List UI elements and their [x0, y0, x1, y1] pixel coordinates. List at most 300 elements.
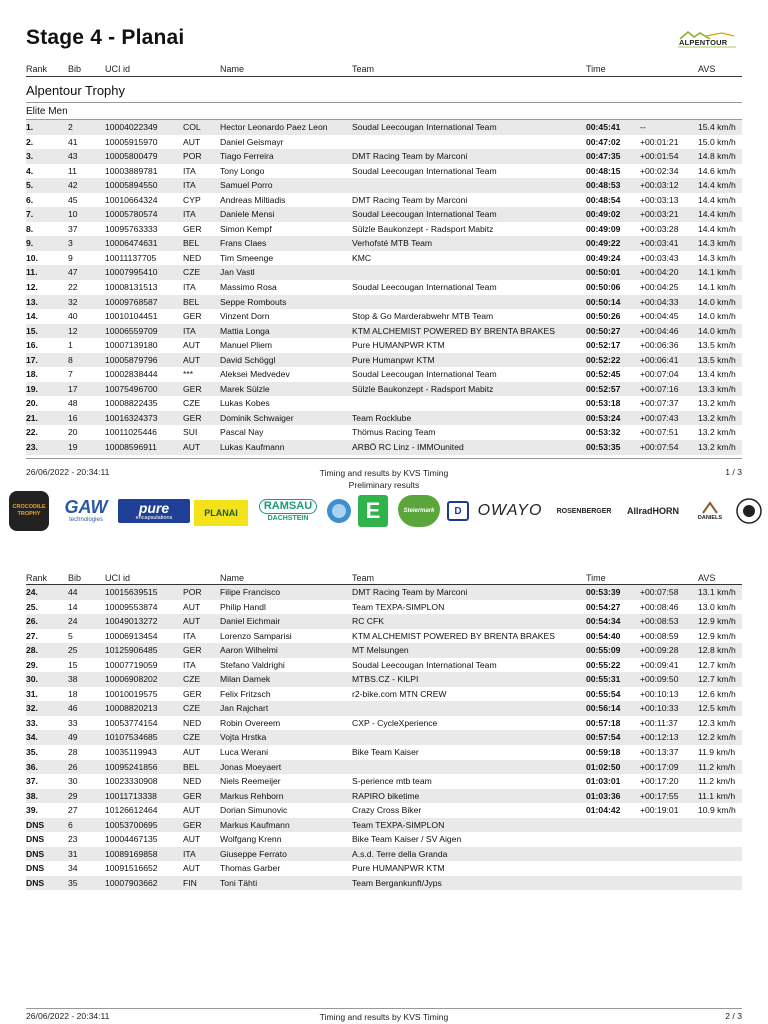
ramsau-sub: DACHSTEIN — [267, 515, 309, 522]
column-header — [26, 62, 742, 76]
cell-bib: 6 — [68, 819, 73, 830]
cell-team: Pure HUMANPWR KTM — [352, 340, 445, 351]
cell-time: 01:04:42 — [586, 805, 621, 816]
cell-nat: ITA — [183, 165, 196, 176]
cell-bib: 7 — [68, 369, 73, 380]
cell-uci: 10002838444 — [105, 369, 158, 380]
cell-name: Felix Fritzsch — [220, 688, 271, 699]
d-icon: D — [447, 501, 469, 521]
cell-avs: 13.2 km/h — [698, 442, 736, 453]
cell-name: Philip Handl — [220, 601, 266, 612]
cell-nat: CYP — [183, 194, 201, 205]
cell-uci: 10008596911 — [105, 442, 157, 453]
footer-rule-page2 — [26, 1008, 742, 1009]
cell-time: 00:55:54 — [586, 688, 621, 699]
cell-time: 00:53:24 — [586, 412, 621, 423]
emblem-logo — [324, 490, 354, 532]
cell-rank: 19. — [26, 383, 38, 394]
cell-bib: 33 — [68, 717, 78, 728]
cell-avs: 15.0 km/h — [698, 136, 736, 147]
header-rule — [26, 76, 742, 77]
cell-uci: 10007903662 — [105, 877, 158, 888]
cell-name: Thomas Garber — [220, 863, 281, 874]
table-row — [26, 760, 742, 775]
section-title: Alpentour Trophy — [26, 83, 126, 98]
cell-team: Soudal Leecougan International Team — [352, 282, 497, 293]
table-row — [26, 367, 742, 382]
cell-bib: 31 — [68, 848, 78, 859]
cell-gap: +00:03:43 — [640, 252, 679, 263]
cell-bib: 18 — [68, 688, 78, 699]
cell-name: Toni Tähti — [220, 877, 258, 888]
cell-name: Luca Werani — [220, 747, 269, 758]
cell-uci: 10003889781 — [105, 165, 158, 176]
table-row — [26, 730, 742, 745]
alpentour-logo — [676, 30, 738, 50]
table-row — [26, 265, 742, 280]
cell-bib: 26 — [68, 761, 78, 772]
cell-uci: 10005780574 — [105, 209, 158, 220]
cell-rank: 15. — [26, 325, 38, 336]
cell-rank: 35. — [26, 747, 38, 758]
cell-name: Manuel Pliem — [220, 340, 273, 351]
cell-name: Jan Vastl — [220, 267, 255, 278]
cell-avs: 12.7 km/h — [698, 659, 736, 670]
cell-time: 00:53:18 — [586, 398, 621, 409]
cell-avs: 14.3 km/h — [698, 238, 736, 249]
cell-uci: 10004467135 — [105, 834, 158, 845]
table-row — [26, 861, 742, 876]
cell-team: Soudal Leecougan International Team — [352, 659, 497, 670]
owayo-text: OWAYO — [477, 502, 543, 519]
cell-uci: 10011025446 — [105, 427, 157, 438]
allradhorn-text: AllradHORN — [626, 506, 679, 516]
cell-rank: 31. — [26, 688, 38, 699]
cell-time: 00:59:18 — [586, 747, 621, 758]
col-bib: Bib — [68, 573, 82, 583]
cell-name: Seppe Rombouts — [220, 296, 287, 307]
table-row — [26, 164, 742, 179]
cell-nat: NED — [183, 717, 202, 728]
cell-avs: 13.2 km/h — [698, 412, 736, 423]
cell-nat: FIN — [183, 877, 197, 888]
cell-time: 00:52:57 — [586, 383, 621, 394]
cell-name: Jan Rajchart — [220, 703, 269, 714]
cell-time: 00:47:35 — [586, 151, 621, 162]
cell-team: Team Bergankunft/Jyps — [352, 877, 442, 888]
cell-gap: +00:17:55 — [640, 790, 679, 801]
cell-avs: 12.3 km/h — [698, 717, 736, 728]
cell-avs: 11.2 km/h — [698, 761, 736, 772]
cell-time: 00:52:22 — [586, 354, 621, 365]
table-row — [26, 876, 742, 891]
col-name: Name — [220, 64, 245, 74]
cell-time: 00:53:35 — [586, 442, 621, 453]
cell-team: Stop & Go Marderabwehr MTB Team — [352, 311, 494, 322]
cell-avs: 14.0 km/h — [698, 325, 736, 336]
cell-bib: 42 — [68, 180, 78, 191]
cell-gap: +00:04:45 — [640, 311, 679, 322]
cell-time: 01:02:50 — [586, 761, 621, 772]
cell-time: 00:48:54 — [586, 194, 621, 205]
cell-bib: 16 — [68, 412, 78, 423]
cell-gap: +00:10:13 — [640, 688, 679, 699]
cell-team: Soudal Leecougan International Team — [352, 165, 497, 176]
cell-bib: 30 — [68, 776, 78, 787]
daniels-logo — [688, 490, 732, 532]
cell-time: 00:54:40 — [586, 630, 621, 641]
cell-rank: 37. — [26, 776, 38, 787]
cell-gap: +00:09:50 — [640, 674, 679, 685]
results-table-page2 — [26, 585, 742, 890]
cell-avs: 14.1 km/h — [698, 282, 736, 293]
cell-uci: 10035119943 — [105, 747, 157, 758]
print-date: 26/06/2022 - 20:34:11 — [26, 1011, 110, 1021]
cell-gap: +00:07:37 — [640, 398, 679, 409]
rosenberger-logo — [548, 490, 620, 532]
cell-nat: GER — [183, 790, 202, 801]
cell-nat: CZE — [183, 732, 201, 743]
cell-rank: 21. — [26, 412, 38, 423]
preliminary-note: Preliminary results — [348, 480, 420, 490]
gaw-text: GAW — [64, 497, 108, 517]
cell-uci: 10009553874 — [105, 601, 158, 612]
cell-avs: 12.8 km/h — [698, 645, 736, 656]
cell-team: Soudal Leecougan International Team — [352, 209, 497, 220]
cell-time: 00:57:54 — [586, 732, 621, 743]
cell-avs: 13.4 km/h — [698, 369, 736, 380]
col-uci: UCI id — [105, 573, 131, 583]
cell-name: Tim Smeenge — [220, 252, 274, 263]
table-row — [26, 236, 742, 251]
cell-avs: 12.5 km/h — [698, 703, 736, 714]
cell-rank: 4. — [26, 165, 34, 176]
table-row — [26, 832, 742, 847]
cell-uci: 10006474631 — [105, 238, 158, 249]
cell-uci: 10016324373 — [105, 412, 158, 423]
cell-avs: 13.1 km/h — [698, 587, 736, 597]
cell-rank: 34. — [26, 732, 38, 743]
cell-time: 00:49:02 — [586, 209, 621, 220]
table-row — [26, 178, 742, 193]
cell-avs: 14.4 km/h — [698, 194, 736, 205]
cell-bib: 12 — [68, 325, 78, 336]
cell-team: DMT Racing Team by Marconi — [352, 587, 468, 597]
table-row — [26, 774, 742, 789]
cell-uci: 10089169858 — [105, 848, 158, 859]
cell-gap: +00:19:01 — [640, 805, 679, 816]
cell-gap: +00:06:41 — [640, 354, 679, 365]
cell-uci: 10107534685 — [105, 732, 158, 743]
section-rule — [26, 102, 742, 103]
cell-nat: CZE — [183, 267, 201, 278]
cell-bib: 25 — [68, 645, 78, 656]
cell-rank: 18. — [26, 369, 38, 380]
cell-avs: 11.1 km/h — [698, 790, 736, 801]
cell-uci: 10011137705 — [105, 252, 157, 263]
cell-time: 00:50:26 — [586, 311, 621, 322]
cell-rank: 5. — [26, 180, 34, 191]
cell-nat: ITA — [183, 630, 196, 641]
results-table-page1 — [26, 120, 742, 455]
cell-nat: ITA — [183, 325, 196, 336]
col-rank: Rank — [26, 573, 48, 583]
cell-bib: 38 — [68, 674, 78, 685]
cell-nat: GER — [183, 688, 202, 699]
cell-uci: 10075496700 — [105, 383, 158, 394]
cell-bib: 28 — [68, 747, 78, 758]
cell-uci: 10091516652 — [105, 863, 158, 874]
cell-bib: 3 — [68, 238, 73, 249]
cell-gap: +00:03:13 — [640, 194, 679, 205]
cell-avs: 12.9 km/h — [698, 616, 736, 627]
cell-gap: +00:09:28 — [640, 645, 679, 656]
cell-nat: GER — [183, 383, 202, 394]
print-date: 26/06/2022 - 20:34:11 — [26, 467, 110, 477]
col-rank: Rank — [26, 64, 48, 74]
table-row — [26, 382, 742, 397]
table-row — [26, 803, 742, 818]
cell-team: DMT Racing Team by Marconi — [352, 151, 468, 162]
cell-time: 00:50:06 — [586, 282, 621, 293]
cell-gap: +00:07:58 — [640, 587, 679, 597]
cell-team: Team TEXPA-SIMPLON — [352, 819, 445, 830]
col-uci: UCI id — [105, 64, 131, 74]
cell-nat: SUI — [183, 427, 198, 438]
cell-team: Crazy Cross Biker — [352, 805, 422, 816]
cell-gap: +00:04:20 — [640, 267, 679, 278]
cell-uci: 10049013272 — [105, 616, 158, 627]
cell-bib: 44 — [68, 587, 78, 597]
cell-gap: +00:03:12 — [640, 180, 679, 191]
energie-text: E — [365, 498, 381, 523]
cell-team: Team Rocklube — [352, 412, 412, 423]
table-row — [26, 643, 742, 658]
cell-gap: +00:01:54 — [640, 151, 679, 162]
cell-uci: 10126612464 — [105, 805, 158, 816]
cell-uci: 10125906485 — [105, 645, 158, 656]
cell-name: Aaron Wilhelmi — [220, 645, 278, 656]
cell-rank: DNS — [26, 863, 45, 874]
crocodile-text: CROCODILE TROPHY — [9, 491, 49, 531]
cell-team: Sülzle Baukonzept - Radsport Mabitz — [352, 223, 494, 234]
cell-uci: 10023330908 — [105, 776, 158, 787]
table-row — [26, 789, 742, 804]
cell-rank: 27. — [26, 630, 38, 641]
page-footer-2 — [26, 1011, 742, 1023]
cell-team: Thömus Racing Team — [352, 427, 436, 438]
cell-nat: GER — [183, 819, 202, 830]
cell-rank: 7. — [26, 209, 34, 220]
cell-nat: ITA — [183, 282, 196, 293]
col-team: Team — [352, 573, 375, 583]
table-row — [26, 338, 742, 353]
cell-uci: 10010664324 — [105, 194, 158, 205]
cell-uci: 10010104451 — [105, 311, 158, 322]
cell-rank: 29. — [26, 659, 38, 670]
cell-rank: DNS — [26, 819, 45, 830]
cell-name: Lukas Kobes — [220, 398, 270, 409]
cell-bib: 9 — [68, 252, 73, 263]
cell-nat: ITA — [183, 209, 196, 220]
cell-gap: +00:08:46 — [640, 601, 679, 612]
logo-text: ALPENTOUR — [679, 38, 728, 47]
cell-rank: 25. — [26, 601, 38, 612]
cell-rank: 11. — [26, 267, 38, 278]
cell-rank: 39. — [26, 805, 38, 816]
cell-name: Hector Leonardo Paez Leon — [220, 122, 328, 132]
cell-uci: 10006913454 — [105, 630, 158, 641]
cell-name: Niels Reemeijer — [220, 776, 281, 787]
cell-uci: 10053700695 — [105, 819, 158, 830]
col-bib: Bib — [68, 64, 82, 74]
table-row — [26, 193, 742, 208]
page-number: 2 / 3 — [725, 1011, 742, 1021]
cell-team: ARBÖ RC Linz - IMMOunited — [352, 442, 464, 453]
cell-rank: 22. — [26, 427, 38, 438]
cell-uci: 10008131513 — [105, 282, 158, 293]
cell-time: 00:49:24 — [586, 252, 621, 263]
col-team: Team — [352, 64, 375, 74]
table-row — [26, 425, 742, 440]
table-row — [26, 135, 742, 150]
cell-time: 00:48:53 — [586, 180, 621, 191]
cell-name: Vojta Hrstka — [220, 732, 267, 743]
cell-avs: 14.1 km/h — [698, 267, 736, 278]
cell-rank: DNS — [26, 834, 45, 845]
daniels-mark-icon — [700, 501, 720, 515]
cell-name: Markus Kaufmann — [220, 819, 290, 830]
table-row — [26, 687, 742, 702]
rosenberger-text: ROSENBERGER — [556, 507, 612, 515]
cell-time: 00:50:14 — [586, 296, 621, 307]
table-row — [26, 324, 742, 339]
cell-avs: 15.4 km/h — [698, 122, 736, 132]
cell-uci: 10007139180 — [105, 340, 158, 351]
cell-avs: 12.9 km/h — [698, 630, 736, 641]
cell-bib: 20 — [68, 427, 78, 438]
cell-rank: 26. — [26, 616, 38, 627]
daniels-text: DANIELS — [697, 515, 723, 521]
cell-bib: 17 — [68, 383, 78, 394]
cell-bib: 1 — [68, 340, 73, 351]
cell-nat: AUT — [183, 834, 201, 845]
cell-team: KMC — [352, 252, 372, 263]
table-row — [26, 818, 742, 833]
cell-team: Pure HUMANPWR KTM — [352, 863, 445, 874]
cell-team: r2-bike.com MTN CREW — [352, 688, 447, 699]
cell-uci: 10005915970 — [105, 136, 158, 147]
cell-gap: +00:02:34 — [640, 165, 679, 176]
cell-gap: +00:07:04 — [640, 369, 679, 380]
cell-avs: 12.7 km/h — [698, 674, 736, 685]
cell-time: 00:52:45 — [586, 369, 621, 380]
cell-bib: 14 — [68, 601, 78, 612]
cell-name: Marek Sülzle — [220, 383, 270, 394]
cell-rank: 20. — [26, 398, 38, 409]
cell-avs: 13.0 km/h — [698, 601, 736, 612]
cell-avs: 14.0 km/h — [698, 311, 736, 322]
cell-time: 00:55:09 — [586, 645, 621, 656]
cell-bib: 41 — [68, 136, 78, 147]
cell-bib: 46 — [68, 703, 78, 714]
cell-team: DMT Racing Team by Marconi — [352, 194, 468, 205]
footer-rule — [26, 458, 742, 459]
cell-nat: ITA — [183, 659, 196, 670]
cell-team: Bike Team Kaiser / SV Aigen — [352, 834, 462, 845]
cell-uci: 10004022349 — [105, 122, 158, 132]
cell-uci: 10006559709 — [105, 325, 158, 336]
cell-time: 00:50:27 — [586, 325, 621, 336]
table-row — [26, 672, 742, 687]
cell-bib: 35 — [68, 877, 78, 888]
cell-time: 00:50:01 — [586, 267, 621, 278]
cell-avs: 11.2 km/h — [698, 776, 736, 787]
table-row — [26, 309, 742, 324]
cell-bib: 5 — [68, 630, 73, 641]
cell-rank: 13. — [26, 296, 38, 307]
cell-avs: 14.0 km/h — [698, 296, 736, 307]
pure-sub: encapsulations — [135, 514, 173, 521]
cell-nat: CZE — [183, 703, 201, 714]
cell-avs: 13.5 km/h — [698, 354, 736, 365]
cell-rank: 6. — [26, 194, 34, 205]
cell-nat: GER — [183, 223, 202, 234]
owayo-logo — [474, 490, 546, 532]
cell-bib: 10 — [68, 209, 78, 220]
cell-name: Milan Damek — [220, 674, 271, 685]
cell-team: Soudal Leecougan International Team — [352, 122, 497, 132]
cell-team: Team TEXPA-SIMPLON — [352, 601, 445, 612]
cell-uci: 10053774154 — [105, 717, 158, 728]
cell-name: Daniele Mensi — [220, 209, 275, 220]
table-row — [26, 280, 742, 295]
cell-gap: +00:07:54 — [640, 442, 679, 453]
cell-team: Verhofsté MTB Team — [352, 238, 433, 249]
cell-rank: 2. — [26, 136, 34, 147]
cell-name: Tony Longo — [220, 165, 265, 176]
round-emblem-logo — [734, 490, 764, 532]
table-row — [26, 614, 742, 629]
cell-time: 00:57:18 — [586, 717, 621, 728]
cell-gap: +00:03:21 — [640, 209, 679, 220]
cell-bib: 49 — [68, 732, 78, 743]
cell-name: Giuseppe Ferrato — [220, 848, 287, 859]
col-avs: AVS — [698, 573, 716, 583]
cell-bib: 19 — [68, 442, 78, 453]
page-title: Stage 4 - Planai — [26, 26, 185, 49]
cell-avs: 14.3 km/h — [698, 252, 736, 263]
cell-gap: +00:07:51 — [640, 427, 679, 438]
cell-nat: POR — [183, 587, 202, 597]
cell-bib: 37 — [68, 223, 78, 234]
cell-rank: 33. — [26, 717, 38, 728]
cell-gap: +00:04:25 — [640, 282, 679, 293]
table-row — [26, 440, 742, 455]
table-row — [26, 847, 742, 862]
cell-rank: 3. — [26, 151, 34, 162]
cell-avs: 12.6 km/h — [698, 688, 736, 699]
cell-name: Daniel Geismayr — [220, 136, 284, 147]
cell-rank: 30. — [26, 674, 38, 685]
cell-rank: 24. — [26, 587, 38, 597]
cell-nat: ITA — [183, 848, 196, 859]
gaw-sub: technologies — [69, 517, 103, 523]
cell-gap: +00:07:43 — [640, 412, 679, 423]
cell-name: Massimo Rosa — [220, 282, 277, 293]
cell-uci: 10007719059 — [105, 659, 158, 670]
table-row — [26, 149, 742, 164]
